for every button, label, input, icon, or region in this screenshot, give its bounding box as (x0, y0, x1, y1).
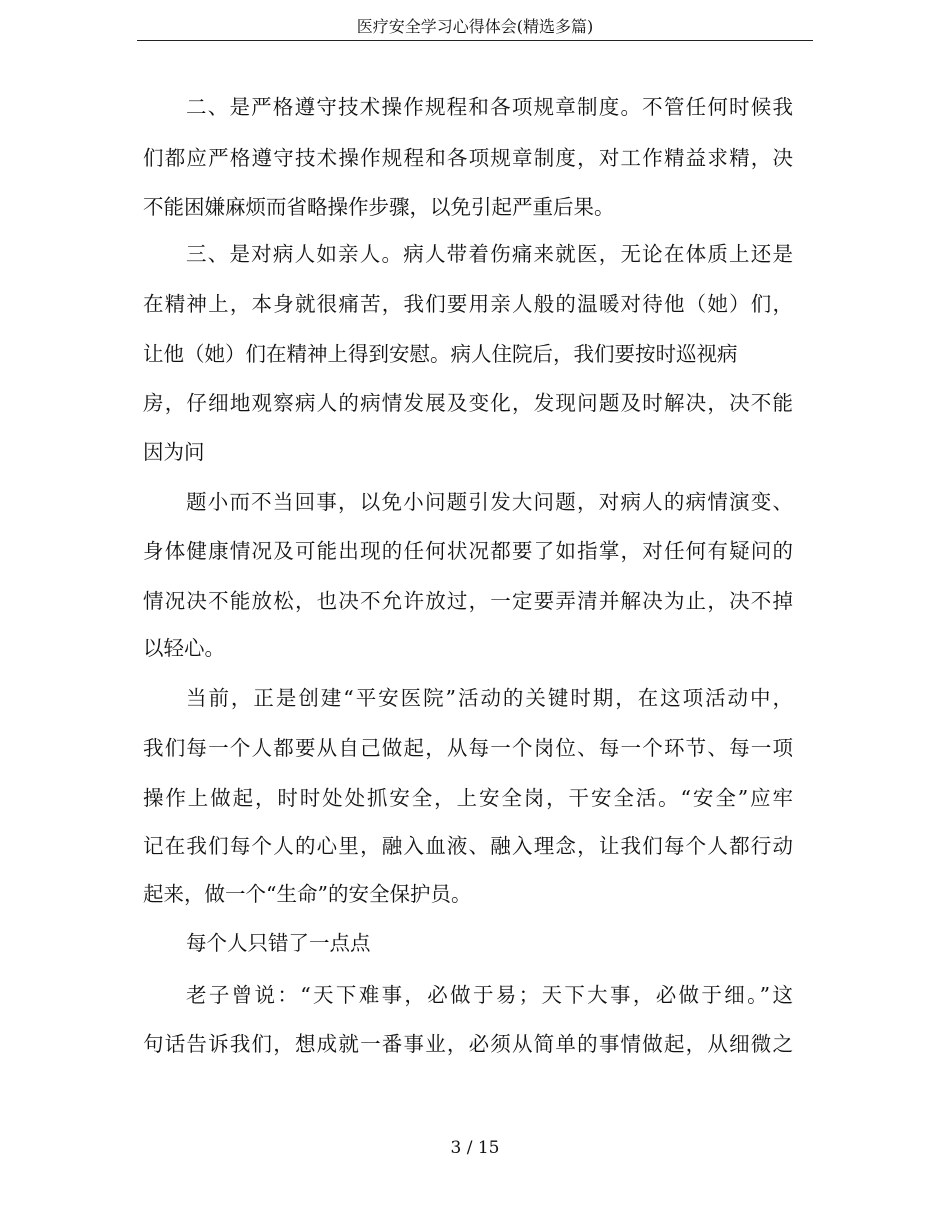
text-line: 老子曾说：“天下难事，必做于易；天下大事，必做于细。”这 (186, 983, 793, 1007)
text-line: 因为问 (143, 440, 205, 464)
text-line: 当前，正是创建“平安医院”活动的关键时期，在这项活动中， (186, 686, 793, 710)
text-line: 题小而不当回事，以免小问题引发大问题，对病人的病情演变、 (186, 490, 793, 514)
text-line: 不能困嫌麻烦而省略操作步骤，以免引起严重后果。 (143, 195, 615, 219)
section-heading: 每个人只错了一点点 (186, 931, 371, 955)
text-line: 以轻心。 (143, 636, 225, 660)
text-line: 让他（她）们在精神上得到安慰。病人住院后，我们要按时巡视病 (143, 342, 738, 366)
text-line: 房，仔细地观察病人的病情发展及变化，发现问题及时解决，决不能 (143, 391, 793, 415)
text-line: 句话告诉我们，想成就一番事业，必须从简单的事情做起，从细微之 (143, 1032, 793, 1056)
text-line: 在精神上，本身就很痛苦，我们要用亲人般的温暖对待他（她）们， (143, 292, 793, 316)
text-line: 起来，做一个“生命”的安全保护员。 (143, 882, 472, 906)
text-line: 情况决不能放松，也决不允许放过，一定要弄清并解决为止，决不掉 (143, 589, 793, 613)
text-line: 三、是对病人如亲人。病人带着伤痛来就医，无论在体质上还是 (186, 242, 793, 266)
text-line: 记在我们每个人的心里，融入血液、融入理念，让我们每个人都行动 (143, 834, 793, 858)
document-title: 医疗安全学习心得体会(精选多篇) (356, 17, 594, 36)
text-line: 操作上做起，时时处处抓安全，上安全岗，干安全活。“安全”应牢 (143, 786, 793, 810)
page-number: 3 / 15 (450, 1138, 500, 1158)
text-line: 身体健康情况及可能出现的任何状况都要了如指掌，对任何有疑问的 (143, 539, 793, 563)
text-line: 二、是严格遵守技术操作规程和各项规章制度。不管任何时候我 (186, 95, 793, 119)
text-line: 我们每一个人都要从自己做起，从每一个岗位、每一个环节、每一项 (143, 736, 793, 760)
text-line: 们都应严格遵守技术操作规程和各项规章制度，对工作精益求精，决 (143, 146, 793, 170)
